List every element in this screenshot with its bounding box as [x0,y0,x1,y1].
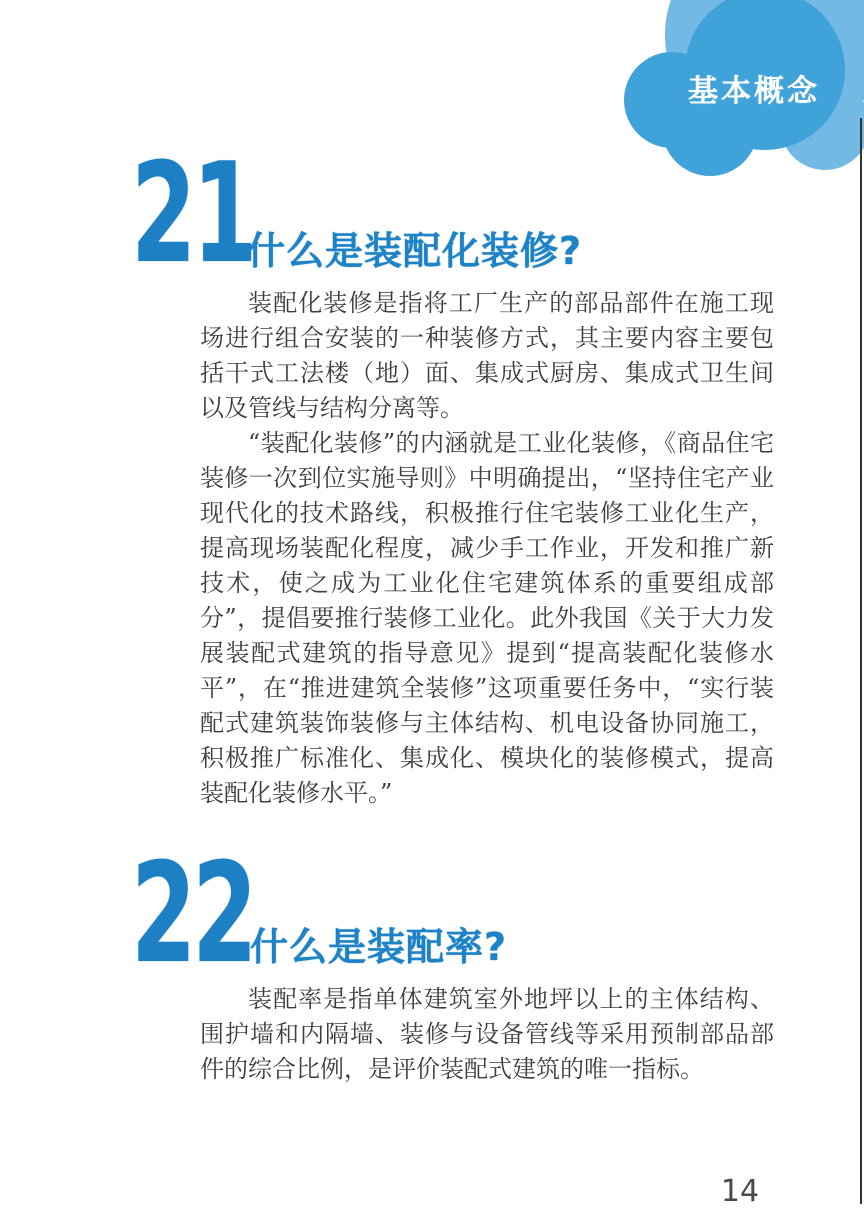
chapter-badge: 基本概念 [688,74,820,109]
paragraph: 装配化装修是指将工厂生产的部品部件在施工现场进行组合安装的一种装修方式，其主要内容主要包括干式工法楼（地）面、集成式厨房、集成式卫生间以及管线与结构分离等。 [200,289,774,422]
section-number-21: 21 [131,133,254,294]
page-number: 14 [720,1174,760,1209]
paragraph: 装配率是指单体建筑室外地坪以上的主体结构、围护墙和内隔墙、装修与设备管线等采用预制部品部件的综合比例，是评价装配式建筑的唯一指标。 [200,985,774,1083]
section-number-22: 22 [131,833,254,994]
paragraph: “装配化装修”的内涵就是工业化装修，《商品住宅装修一次到位实施导则》中明确提出，“坚持住宅产业现代化的技术路线，积极推行住宅装修工业化生产，提高现场装配化程度，减少手工作业，开发和推广新技术，使之成为工业化住宅建筑体系的重要组成部分”，提倡要推行装修工业化。此外我国《关于大力发展装配式建筑的指导意见》提到“提高装配化装修水平”，在“推进建筑全装修”这项重要任务中，“实行装配式建筑装饰装修与主体结构、机电设备协同施工，积极推广标准化、集成化、模块化的装修模式，提高装配化装修水平。” [200,429,774,807]
section-title-21: 什么是装配化装修? [247,229,583,273]
section-body-21 [200,286,774,811]
section-body-22 [200,982,774,1087]
section-title-22: 什么是装配率? [250,925,508,969]
page-edge-line [860,118,862,1204]
